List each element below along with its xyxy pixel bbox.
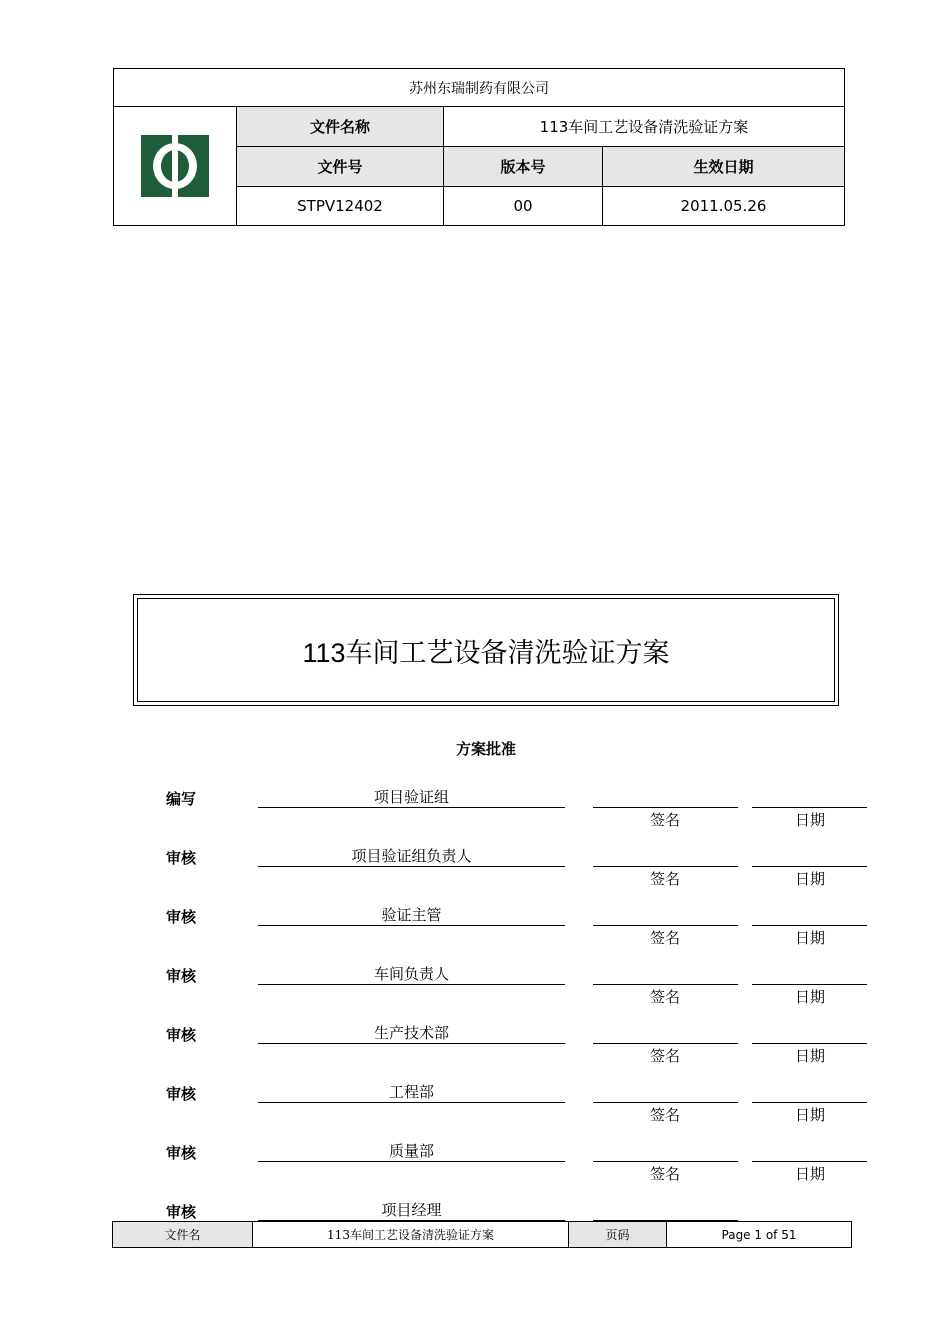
- signature-line: [593, 1161, 738, 1162]
- page-footer: [112, 1221, 852, 1248]
- doc-no-label: 文件号: [237, 147, 444, 187]
- signature-line: [593, 984, 738, 985]
- approval-role: 审核: [166, 967, 197, 985]
- company-name: 苏州东瑞制药有限公司: [114, 69, 844, 107]
- effective-date-label: 生效日期: [603, 147, 844, 187]
- doc-name-value: 113车间工艺设备清洗验证方案: [444, 107, 844, 147]
- approval-role: 审核: [166, 1203, 197, 1221]
- doc-no-value: STPV12402: [237, 187, 444, 225]
- approval-dept: 工程部: [258, 1083, 565, 1103]
- date-line: [752, 925, 867, 926]
- logo-icon: [140, 134, 210, 198]
- approval-dept: 验证主管: [258, 906, 565, 926]
- signature-label: 签名: [649, 811, 680, 829]
- date-label: 日期: [794, 988, 825, 1006]
- signature-line: [593, 866, 738, 867]
- signature-line: [593, 1043, 738, 1044]
- date-label: 日期: [794, 811, 825, 829]
- signature-label: 签名: [649, 1047, 680, 1065]
- doc-name-label: 文件名称: [237, 107, 444, 147]
- approval-heading: 方案批准: [455, 740, 516, 758]
- date-label: 日期: [794, 1106, 825, 1124]
- approval-dept: 生产技术部: [258, 1024, 565, 1044]
- approval-dept: 项目经理: [258, 1201, 565, 1221]
- approval-dept: 项目验证组负责人: [258, 847, 565, 867]
- title-box: [133, 594, 839, 706]
- date-label: 日期: [794, 929, 825, 947]
- approval-dept: 车间负责人: [258, 965, 565, 985]
- company-logo: [114, 107, 237, 225]
- approval-role: 审核: [166, 849, 197, 867]
- effective-date-value: 2011.05.26: [680, 197, 767, 215]
- date-line: [752, 1102, 867, 1103]
- signature-label: 签名: [649, 929, 680, 947]
- document-title: 113车间工艺设备清洗验证方案: [137, 598, 835, 702]
- date-line: [752, 1161, 867, 1162]
- date-line: [752, 807, 867, 808]
- version-value: 00: [444, 187, 603, 225]
- footer-page-value: Page 1 of 51: [721, 1227, 797, 1242]
- footer-file-name-value: 113车间工艺设备清洗验证方案: [253, 1222, 569, 1247]
- version-label: 版本号: [444, 147, 603, 187]
- signature-label: 签名: [649, 870, 680, 888]
- approval-role: 审核: [166, 908, 197, 926]
- date-label: 日期: [794, 1047, 825, 1065]
- signature-label: 签名: [649, 1106, 680, 1124]
- footer-file-name-label: 文件名: [113, 1222, 253, 1247]
- approval-dept: 项目验证组: [258, 788, 565, 808]
- date-label: 日期: [794, 1165, 825, 1183]
- date-label: 日期: [794, 870, 825, 888]
- signature-line: [593, 1102, 738, 1103]
- date-line: [752, 984, 867, 985]
- approval-role: 审核: [166, 1026, 197, 1044]
- approval-role: 审核: [166, 1085, 197, 1103]
- signature-label: 签名: [649, 988, 680, 1006]
- signature-line: [593, 925, 738, 926]
- approval-role: 编写: [166, 790, 197, 808]
- date-line: [752, 1043, 867, 1044]
- approval-dept: 质量部: [258, 1142, 565, 1162]
- document-header-table: [113, 68, 845, 226]
- footer-page-label: 页码: [569, 1222, 667, 1247]
- approval-role: 审核: [166, 1144, 197, 1162]
- signature-line: [593, 807, 738, 808]
- date-line: [752, 866, 867, 867]
- signature-label: 签名: [649, 1165, 680, 1183]
